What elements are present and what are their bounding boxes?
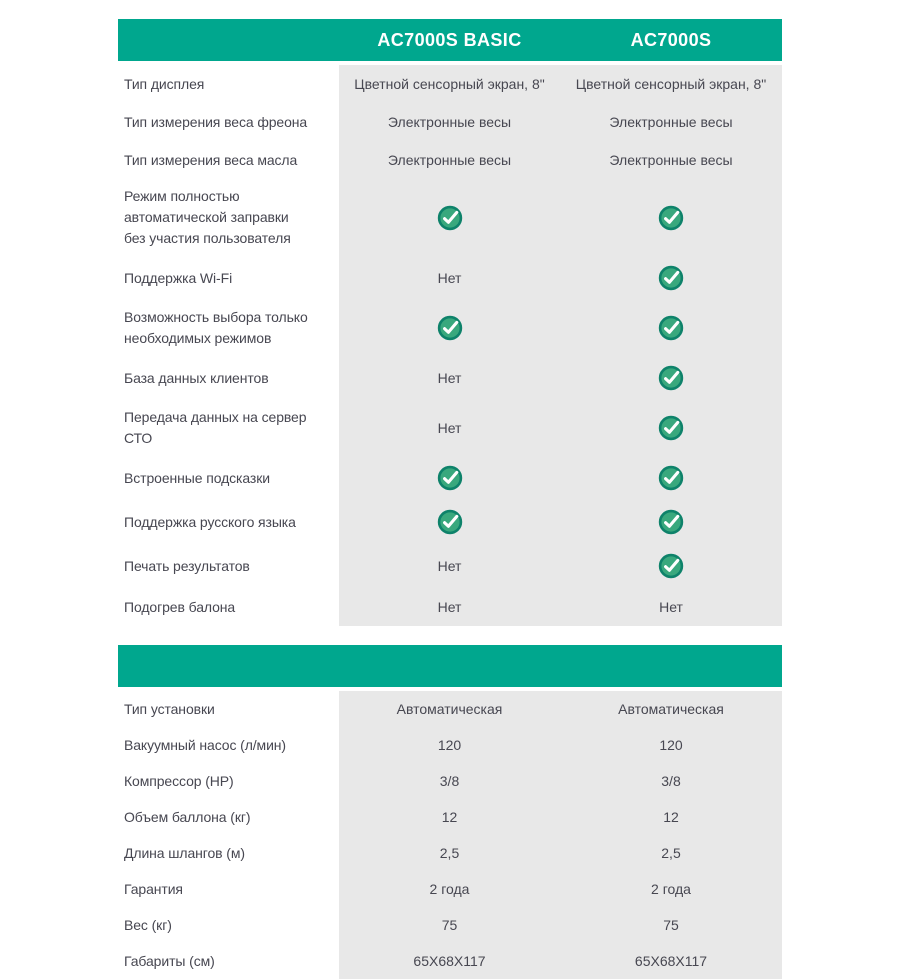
cell-basic: 2,5 [339,835,560,871]
check-circle-icon [437,509,463,535]
row-label: Габариты (см) [118,943,339,979]
row-label: Режим полностью автоматической заправки без участия пользователя [118,179,339,256]
table-row [118,256,782,300]
cell-full: Электронные весы [560,141,782,179]
cell-full [560,456,782,500]
row-label: База данных клиентов [118,356,339,400]
row-label: Тип установки [118,691,339,727]
cell-basic: Нет [339,544,560,588]
cell-basic: 120 [339,727,560,763]
cell-full: 65X68X117 [560,943,782,979]
cell-basic [339,300,560,356]
row-label: Передача данных на сервер СТО [118,400,339,456]
cell-full: 12 [560,799,782,835]
cell-basic [339,179,560,256]
table-row [118,103,782,141]
table-row [118,835,782,871]
cell-basic: Нет [339,356,560,400]
row-label: Вес (кг) [118,907,339,943]
check-circle-icon [658,365,684,391]
cell-full: 2,5 [560,835,782,871]
row-label: Гарантия [118,871,339,907]
cell-full: 3/8 [560,763,782,799]
check-circle-icon [658,465,684,491]
row-label: Компрессор (HP) [118,763,339,799]
row-label: Встроенные подсказки [118,456,339,500]
check-circle-icon [437,205,463,231]
table-row [118,356,782,400]
cell-full [560,179,782,256]
row-label: Поддержка русского языка [118,500,339,544]
cell-basic [339,500,560,544]
row-label: Подогрев балона [118,588,339,626]
check-circle-icon [437,465,463,491]
check-circle-icon [437,315,463,341]
check-circle-icon [658,509,684,535]
cell-basic: Нет [339,588,560,626]
table-row [118,65,782,103]
check-circle-icon [658,553,684,579]
table-row [118,763,782,799]
cell-full [560,544,782,588]
cell-basic: Электронные весы [339,103,560,141]
table-row [118,141,782,179]
specs-rows [118,691,782,979]
cell-basic: Автоматическая [339,691,560,727]
table-row [118,691,782,727]
column-header-full: AC7000S [630,29,712,50]
column-header-basic: AC7000S BASIC [377,29,522,50]
cell-full: 2 года [560,871,782,907]
row-label: Объем баллона (кг) [118,799,339,835]
table-row [118,727,782,763]
cell-full: 120 [560,727,782,763]
table-row [118,544,782,588]
features-table [118,19,782,626]
table-row [118,799,782,835]
cell-full [560,256,782,300]
cell-basic: 65X68X117 [339,943,560,979]
row-label: Поддержка Wi-Fi [118,256,339,300]
cell-basic: Нет [339,400,560,456]
table-row [118,588,782,626]
row-label: Длина шлангов (м) [118,835,339,871]
cell-full [560,500,782,544]
cell-full [560,356,782,400]
cell-basic: 12 [339,799,560,835]
row-label: Вакуумный насос (л/мин) [118,727,339,763]
cell-full: Цветной сенсорный экран, 8" [560,65,782,103]
row-label: Возможность выбора только необходимых режимов [118,300,339,356]
specs-table [118,645,782,979]
check-circle-icon [658,315,684,341]
specs-header-band [118,645,782,687]
row-label: Печать результатов [118,544,339,588]
cell-basic: 2 года [339,871,560,907]
cell-full [560,400,782,456]
cell-full: 75 [560,907,782,943]
table-row [118,871,782,907]
table-row [118,300,782,356]
table-row [118,179,782,256]
check-circle-icon [658,205,684,231]
cell-full: Автоматическая [560,691,782,727]
cell-basic: 3/8 [339,763,560,799]
cell-basic [339,456,560,500]
row-label: Тип измерения веса фреона [118,103,339,141]
check-circle-icon [658,415,684,441]
features-rows [118,65,782,626]
table-row [118,943,782,979]
cell-basic: 75 [339,907,560,943]
cell-basic: Электронные весы [339,141,560,179]
row-label: Тип дисплея [118,65,339,103]
table-row [118,456,782,500]
table-row [118,907,782,943]
table-row [118,400,782,456]
cell-full: Нет [560,588,782,626]
row-label: Тип измерения веса масла [118,141,339,179]
check-circle-icon [658,265,684,291]
cell-basic: Цветной сенсорный экран, 8" [339,65,560,103]
cell-basic: Нет [339,256,560,300]
table-row [118,500,782,544]
cell-full: Электронные весы [560,103,782,141]
cell-full [560,300,782,356]
features-header-band [118,19,782,61]
comparison-tables [118,19,782,979]
